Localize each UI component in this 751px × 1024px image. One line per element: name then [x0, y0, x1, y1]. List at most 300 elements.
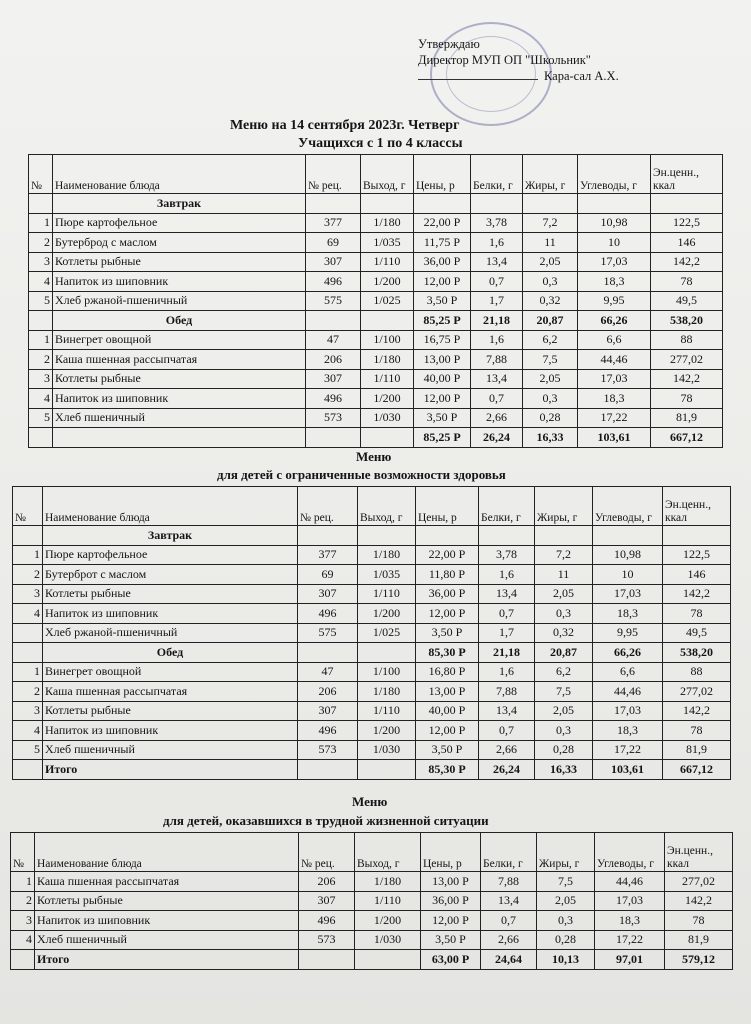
header-cell: Выход, г: [355, 833, 421, 872]
table-cell: 17,22: [593, 740, 663, 760]
table-cell: 307: [306, 369, 361, 389]
col-price: Цены, р: [414, 155, 471, 194]
table-cell: 496: [298, 604, 358, 624]
table-row: [13, 565, 731, 585]
table-cell: 1/180: [358, 545, 416, 565]
table-cell: 3: [29, 369, 53, 389]
table-cell: 3,50 Р: [414, 408, 471, 428]
table-cell: 3,50 Р: [421, 930, 481, 950]
table-cell: 2,05: [535, 584, 593, 604]
table-cell: 277,02: [665, 872, 733, 892]
table-cell: 47: [298, 662, 358, 682]
table-cell: 3: [11, 911, 35, 931]
table-cell: 667,12: [663, 760, 731, 780]
table-cell: 1: [29, 330, 53, 350]
table-cell: 3,50 Р: [416, 623, 479, 643]
table-cell: 11,80 Р: [416, 565, 479, 585]
lunch-label: Обед: [53, 311, 306, 331]
table-cell: 1/030: [361, 408, 414, 428]
table-row: [13, 604, 731, 624]
table-cell: 1/035: [361, 233, 414, 253]
header-row: [13, 487, 731, 526]
table-cell: 2: [11, 891, 35, 911]
table-cell: 10,98: [593, 545, 663, 565]
table-cell: [298, 760, 358, 780]
table-cell: 206: [299, 872, 355, 892]
table-cell: Хлеб пшеничный: [35, 930, 299, 950]
table-cell: 2: [29, 350, 53, 370]
table-cell: 122,5: [663, 545, 731, 565]
table-cell: 36,00 Р: [414, 252, 471, 272]
total-row: [13, 760, 731, 780]
table-row: [13, 584, 731, 604]
table-cell: 13,00 Р: [421, 872, 481, 892]
header-cell: Наименование блюда: [43, 487, 298, 526]
table-cell: 13,4: [479, 701, 535, 721]
table-cell: [358, 643, 416, 663]
header-row: [29, 155, 723, 194]
table-cell: [53, 428, 306, 448]
table-cell: 13,4: [471, 252, 523, 272]
table-cell: Хлеб пшеничный: [53, 408, 306, 428]
col-carb: Углеводы, г: [578, 155, 651, 194]
table-cell: [298, 526, 358, 546]
table-cell: Пюре картофельное: [53, 213, 306, 233]
table-cell: 97,01: [595, 950, 665, 970]
section3-title: Меню: [352, 794, 388, 809]
table-cell: 11: [523, 233, 578, 253]
table-cell: Котлеты рыбные: [35, 891, 299, 911]
header-cell: №: [13, 487, 43, 526]
table-cell: 6,2: [523, 330, 578, 350]
table-cell: 66,26: [593, 643, 663, 663]
table-cell: 307: [299, 891, 355, 911]
table-cell: 63,00 Р: [421, 950, 481, 970]
table-cell: [578, 194, 651, 214]
table-cell: 103,61: [593, 760, 663, 780]
table-cell: 10: [578, 233, 651, 253]
table-cell: 13,4: [481, 891, 537, 911]
table-row: [13, 545, 731, 565]
table-cell: 16,33: [535, 760, 593, 780]
section2-title: Меню: [356, 449, 392, 464]
table-cell: 18,3: [578, 272, 651, 292]
table-cell: [298, 643, 358, 663]
header-cell: Белки, г: [481, 833, 537, 872]
table-cell: 7,2: [523, 213, 578, 233]
col-name: Наименование блюда: [53, 155, 306, 194]
table-cell: Каша пшенная рассыпчатая: [35, 872, 299, 892]
table-row: [29, 213, 723, 233]
header-cell: № рец.: [299, 833, 355, 872]
table-cell: 277,02: [651, 350, 723, 370]
table-cell: 1/110: [358, 701, 416, 721]
table-cell: 44,46: [578, 350, 651, 370]
table-cell: 7,2: [535, 545, 593, 565]
table-cell: [29, 194, 53, 214]
table-cell: Напиток из шиповник: [43, 604, 298, 624]
col-en: Эн.ценн., ккал: [651, 155, 723, 194]
section3-subtitle: для детей, оказавшихся в трудной жизненной ситуации: [163, 813, 489, 828]
table-row: [29, 330, 723, 350]
table-row: [13, 662, 731, 682]
table-cell: 85,30 Р: [416, 643, 479, 663]
table-cell: 9,95: [578, 291, 651, 311]
table-cell: [13, 526, 43, 546]
table-cell: [361, 194, 414, 214]
table-cell: 1/025: [358, 623, 416, 643]
table-cell: [355, 950, 421, 970]
table-cell: 2,66: [471, 408, 523, 428]
table-cell: 538,20: [651, 311, 723, 331]
table-cell: Бутерброд с маслом: [53, 233, 306, 253]
table-cell: 5: [29, 408, 53, 428]
table-cell: [13, 760, 43, 780]
table-cell: Хлеб ржаной-пшеничный: [53, 291, 306, 311]
approval-director-name: Кара-сал А.Х.: [544, 69, 619, 83]
table-cell: 146: [651, 233, 723, 253]
breakfast-label: Завтрак: [53, 194, 306, 214]
table-cell: 1/110: [361, 252, 414, 272]
table-cell: 11: [535, 565, 593, 585]
table-row: [29, 369, 723, 389]
table-cell: 1/200: [361, 389, 414, 409]
table-cell: 2,66: [481, 930, 537, 950]
table-cell: Котлеты рыбные: [53, 369, 306, 389]
table-cell: 6,6: [593, 662, 663, 682]
table-cell: 1/180: [355, 872, 421, 892]
table-cell: 17,03: [578, 252, 651, 272]
table-cell: 17,03: [593, 701, 663, 721]
table-cell: 12,00 Р: [414, 389, 471, 409]
table-cell: [29, 311, 53, 331]
table-cell: 2: [13, 565, 43, 585]
table-row: [11, 891, 733, 911]
table-cell: 85,30 Р: [416, 760, 479, 780]
table-row: [11, 930, 733, 950]
table-cell: 81,9: [651, 408, 723, 428]
table-cell: 1/110: [355, 891, 421, 911]
signature-line: [418, 79, 538, 80]
table-cell: 1/110: [358, 584, 416, 604]
table-cell: 13,00 Р: [414, 350, 471, 370]
table-cell: [416, 526, 479, 546]
table-cell: 4: [13, 604, 43, 624]
table-cell: 4: [11, 930, 35, 950]
table-cell: 81,9: [665, 930, 733, 950]
table-cell: 13,00 Р: [416, 682, 479, 702]
table-cell: 496: [299, 911, 355, 931]
table-cell: 22,00 Р: [414, 213, 471, 233]
approval-signature: [418, 68, 619, 84]
table-row: [29, 408, 723, 428]
table-cell: 3,78: [479, 545, 535, 565]
table-cell: 1/200: [355, 911, 421, 931]
table-cell: Хлеб ржаной-пшеничный: [43, 623, 298, 643]
breakfast-label: Завтрак: [43, 526, 298, 546]
col-fat: Жиры, г: [523, 155, 578, 194]
table-cell: [523, 194, 578, 214]
header-cell: Выход, г: [358, 487, 416, 526]
table-cell: 277,02: [663, 682, 731, 702]
table-cell: 17,03: [578, 369, 651, 389]
header-cell: Наименование блюда: [35, 833, 299, 872]
total-row: [29, 428, 723, 448]
table-cell: 21,18: [479, 643, 535, 663]
table-cell: 4: [29, 389, 53, 409]
table-cell: 85,25 Р: [414, 311, 471, 331]
header-cell: Цены, р: [416, 487, 479, 526]
header-cell: Эн.ценн., ккал: [663, 487, 731, 526]
table-cell: 2,66: [479, 740, 535, 760]
table-cell: 0,3: [537, 911, 595, 931]
table-cell: 496: [306, 272, 361, 292]
table-cell: 3,50 Р: [414, 291, 471, 311]
table-cell: 0,7: [481, 911, 537, 931]
subtotal-row: [13, 643, 731, 663]
table-cell: 16,75 Р: [414, 330, 471, 350]
table-cell: 6,2: [535, 662, 593, 682]
table-cell: 142,2: [663, 701, 731, 721]
approval-title: Утверждаю: [418, 37, 480, 51]
table-cell: 26,24: [479, 760, 535, 780]
table-cell: 0,28: [523, 408, 578, 428]
header-cell: Жиры, г: [535, 487, 593, 526]
table-cell: 10,13: [537, 950, 595, 970]
table-cell: 1: [29, 213, 53, 233]
table-cell: 18,3: [593, 604, 663, 624]
col-rec: № рец.: [306, 155, 361, 194]
total-label: Итого: [43, 760, 298, 780]
table-cell: 0,3: [523, 272, 578, 292]
table-cell: 13,4: [471, 369, 523, 389]
table-cell: 0,3: [535, 721, 593, 741]
table-cell: 20,87: [535, 643, 593, 663]
table-row: [29, 233, 723, 253]
table-cell: 103,61: [578, 428, 651, 448]
table-cell: 26,24: [471, 428, 523, 448]
table-cell: 0,28: [535, 740, 593, 760]
table-cell: Котлеты рыбные: [43, 584, 298, 604]
table-cell: 16,33: [523, 428, 578, 448]
col-out: Выход, г: [361, 155, 414, 194]
table-cell: 85,25 Р: [414, 428, 471, 448]
table-cell: 24,64: [481, 950, 537, 970]
table-cell: 40,00 Р: [414, 369, 471, 389]
table-cell: 7,5: [523, 350, 578, 370]
table-cell: 2: [13, 682, 43, 702]
header-cell: №: [11, 833, 35, 872]
table-cell: 0,7: [471, 272, 523, 292]
header-row: [11, 833, 733, 872]
table-cell: 20,87: [523, 311, 578, 331]
table-cell: 16,80 Р: [416, 662, 479, 682]
section-row: [29, 194, 723, 214]
table-cell: [663, 526, 731, 546]
table-cell: 49,5: [663, 623, 731, 643]
table-cell: 17,03: [593, 584, 663, 604]
table-cell: 206: [298, 682, 358, 702]
table-cell: 22,00 Р: [416, 545, 479, 565]
table-cell: 573: [299, 930, 355, 950]
table-cell: 2,05: [537, 891, 595, 911]
total-row: [11, 950, 733, 970]
table-row: [11, 911, 733, 931]
table-cell: 12,00 Р: [416, 604, 479, 624]
table-cell: 12,00 Р: [414, 272, 471, 292]
table-cell: 18,3: [595, 911, 665, 931]
table-cell: 49,5: [651, 291, 723, 311]
table-cell: 36,00 Р: [421, 891, 481, 911]
col-prot: Белки, г: [471, 155, 523, 194]
table-cell: 1/035: [358, 565, 416, 585]
menu-table-disabilities: [12, 486, 731, 780]
table-cell: 11,75 Р: [414, 233, 471, 253]
table-row: [13, 721, 731, 741]
table-cell: 377: [298, 545, 358, 565]
table-cell: 0,32: [535, 623, 593, 643]
table-cell: [358, 760, 416, 780]
table-cell: 7,88: [479, 682, 535, 702]
table-cell: 1,7: [479, 623, 535, 643]
table-cell: [471, 194, 523, 214]
table-cell: 667,12: [651, 428, 723, 448]
table-cell: 1/200: [361, 272, 414, 292]
header-cell: Углеводы, г: [595, 833, 665, 872]
table-cell: 496: [298, 721, 358, 741]
table-cell: [593, 526, 663, 546]
table-cell: 88: [663, 662, 731, 682]
table-cell: 21,18: [471, 311, 523, 331]
table-cell: 36,00 Р: [416, 584, 479, 604]
table-cell: Напиток из шиповник: [35, 911, 299, 931]
table-cell: 13,4: [479, 584, 535, 604]
table-cell: 7,88: [481, 872, 537, 892]
table-cell: 2,05: [535, 701, 593, 721]
table-cell: [479, 526, 535, 546]
table-cell: 3,78: [471, 213, 523, 233]
table-cell: 69: [306, 233, 361, 253]
table-cell: 1/110: [361, 369, 414, 389]
table-cell: 7,88: [471, 350, 523, 370]
table-cell: Напиток из шиповник: [53, 272, 306, 292]
table-cell: 6,6: [578, 330, 651, 350]
table-cell: Напиток из шиповник: [53, 389, 306, 409]
table-cell: 4: [29, 272, 53, 292]
table-cell: 3: [13, 584, 43, 604]
table-cell: 146: [663, 565, 731, 585]
table-cell: 3: [29, 252, 53, 272]
table-cell: 1: [13, 662, 43, 682]
table-cell: 2: [29, 233, 53, 253]
table-cell: 1/100: [358, 662, 416, 682]
table-cell: Бутерброт с маслом: [43, 565, 298, 585]
table-cell: 142,2: [651, 369, 723, 389]
table-cell: 66,26: [578, 311, 651, 331]
table-cell: 1,7: [471, 291, 523, 311]
table-cell: 1,6: [479, 662, 535, 682]
table-cell: 17,03: [595, 891, 665, 911]
table-cell: Винегрет овощной: [43, 662, 298, 682]
table-cell: 122,5: [651, 213, 723, 233]
table-cell: 4: [13, 721, 43, 741]
table-cell: 307: [298, 701, 358, 721]
table-cell: 1/180: [358, 682, 416, 702]
table-cell: 78: [663, 721, 731, 741]
table-cell: Котлеты рыбные: [43, 701, 298, 721]
table-cell: 575: [298, 623, 358, 643]
table-cell: 579,12: [665, 950, 733, 970]
table-cell: 2,05: [523, 252, 578, 272]
table-cell: 1: [13, 545, 43, 565]
col-num: №: [29, 155, 53, 194]
table-cell: 12,00 Р: [416, 721, 479, 741]
table-cell: 69: [298, 565, 358, 585]
table-cell: 3: [13, 701, 43, 721]
table-cell: 0,7: [479, 721, 535, 741]
table-cell: 307: [306, 252, 361, 272]
table-row: [13, 623, 731, 643]
header-cell: Цены, р: [421, 833, 481, 872]
table-cell: 5: [13, 740, 43, 760]
table-row: [29, 252, 723, 272]
table-cell: 1/180: [361, 350, 414, 370]
table-cell: 1,6: [471, 233, 523, 253]
table-cell: 1: [11, 872, 35, 892]
table-cell: 18,3: [578, 389, 651, 409]
table-cell: Котлеты рыбные: [53, 252, 306, 272]
table-cell: 575: [306, 291, 361, 311]
table-cell: 0,7: [479, 604, 535, 624]
table-cell: [414, 194, 471, 214]
table-cell: 142,2: [663, 584, 731, 604]
table-cell: Хлеб пшеничный: [43, 740, 298, 760]
table-cell: [306, 311, 361, 331]
table-cell: 18,3: [593, 721, 663, 741]
table-row: [29, 350, 723, 370]
approval-block: [418, 36, 619, 84]
table-cell: 142,2: [665, 891, 733, 911]
table-row: [29, 291, 723, 311]
table-cell: 573: [298, 740, 358, 760]
table-cell: Пюре картофельное: [43, 545, 298, 565]
table-cell: [306, 194, 361, 214]
table-cell: 573: [306, 408, 361, 428]
table-cell: [651, 194, 723, 214]
table-cell: 78: [651, 272, 723, 292]
table-cell: 78: [651, 389, 723, 409]
table-cell: 1/030: [358, 740, 416, 760]
table-cell: 10,98: [578, 213, 651, 233]
section-row: [13, 526, 731, 546]
table-cell: 78: [663, 604, 731, 624]
table-cell: Каша пшенная рассыпчатая: [53, 350, 306, 370]
table-row: [13, 740, 731, 760]
table-cell: 47: [306, 330, 361, 350]
table-cell: 377: [306, 213, 361, 233]
table-cell: 88: [651, 330, 723, 350]
table-cell: 0,32: [523, 291, 578, 311]
table-row: [29, 389, 723, 409]
table-cell: 206: [306, 350, 361, 370]
table-cell: 1/025: [361, 291, 414, 311]
table-cell: 7,5: [535, 682, 593, 702]
header-cell: № рец.: [298, 487, 358, 526]
menu-table-hardship: [10, 832, 733, 970]
table-cell: [299, 950, 355, 970]
table-cell: Каша пшенная рассыпчатая: [43, 682, 298, 702]
table-cell: 1,6: [479, 565, 535, 585]
